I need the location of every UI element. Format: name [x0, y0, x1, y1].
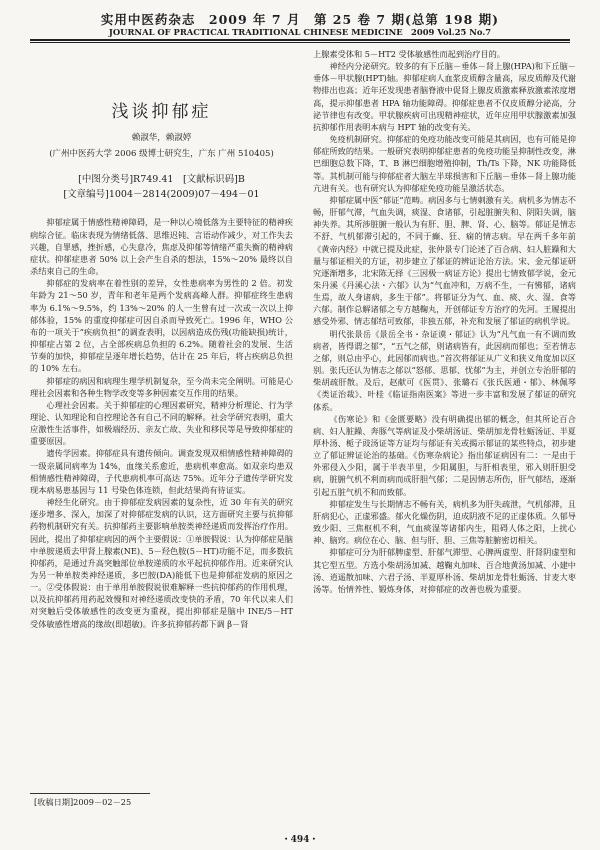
paragraph: 神经生化研究。由于抑郁症发病因素的复杂性，近 30 年有关的研究逐步增多、深入，加深了对抑郁症发病的认识，这方面研究主要与抗抑郁药物机制研究有关。抗抑郁药主要影响单胺类神经递质而发挥治疗作用。因此，提出了抑郁症病因的两个主要假说：①单胺假说：认为抑郁症是脑中单胺递质去甲肾上腺素(NE)、5－羟色胺(5－HT)功能不足，而多数抗抑郁药，是通过升高突触部位单胺递质的水平起抗抑郁作用。近来研究认为另一种单胺类神经递质，多巴胺(DA)能低下也是抑郁症发病的原因之一。②受体假说：由于单用单胺假说很难解释一些抗抑郁药的作用机理，以及抗抑郁药用药起效慢和对神经递质改变快的矛盾，70 年代以来人们对突触后受体敏感性的改变更为重视，提出抑郁症是脑中 INE/5－HT 受体敏感性增高的缘故(即超敏)。许多抗抑郁药都下调 β－肾 [30, 497, 293, 629]
footnote-rule [30, 793, 150, 794]
received-date: [收稿日期]2009－02－25 [34, 797, 132, 807]
left-column [30, 48, 293, 630]
classification-code: [中图分类号]R749.41 [文献标识码]B [78, 174, 245, 186]
paragraph: 上腺素受体和 5－HT2 受体敏感性而起到治疗目的。 [313, 49, 505, 59]
paragraph: 抑郁症属中医“郁证”范畴。病因多与七情刺激有关。病机多为情志不畅，肝郁气滞，气血失调，痰湿、食诸郁，引起脏腑失和、阴阳失调，脑神失养。其所涉脏腑一般认为有肝、胆、脾、肾、心、脑等。郁证是情志不舒、气机郁滞引起的，不同于癫、狂、痫的情志病。早在两千多年前《黄帝内经》中就已提及此症，张仲景专门论述了百合病、妇人脏躁和大量与郁证相关的方证，初步建立了郁证的辨证论治方法。宋、金元郁证研究逐渐增多，北宋陈无择《三因极一病证方论》提出七情致郁学说，金元朱丹溪《丹溪心法・六郁》认为“气血冲和，万病不生，一有怫郁，诸病生焉，故人身诸病，多生于郁”。将郁证分为气、血、痰、火、湿、食等六郁。制作总解诸郁之专方越鞠丸，开创郁证专方治疗的先河。王履提出感受外邪、情志郁结可致郁，非独五郁，补充和发展了郁证的病机学说。 [313, 194, 576, 327]
paragraph: 抑郁症属于情感性精神障碍，是一种以心境低落为主要特征的精神疾病综合征。临床表现为情绪低落、思维迟钝、言语动作减少，对工作失去兴趣，自罪感，挫折感，心失意冷，焦虑及抑郁等情绪严重失衡的精神病症状。抑郁症患者 50% 以上会产生自杀的想法，15%～20% 最终以自杀结束自己的生命。 [30, 217, 293, 277]
right-column [313, 48, 576, 595]
paragraph: 《伤寒论》和《金匮要略》没有明确提出郁的概念，但其所论百合病、妇人脏躁、奔豚气等病证及小柴胡汤证、柴胡加龙骨牡蛎汤证、半夏厚朴汤、栀子豉汤证等方证均与郁证有关或揭示郁证的某些特点，初步建立了郁证辨证论治的基础。《伤寒杂病论》指出郁证病因有二：一是由于外邪侵入少阳，属于半表半里，少阳属胆，与肝相表里，邪入则肝胆受病，脏腑气机不利而病而成肝胆气郁；二是因情志所伤，肝气郁结，逐渐引起五脏气机不和而致郁。 [313, 413, 576, 497]
paragraph: 遗传学因素。抑郁症具有遗传倾向。调查发现双相情感性精神障碍的一级亲属同病率为 14%，血缘关系愈近，患病机率愈高。如双亲均患双相情感性精神障碍，子代患病机率可高达 75%。近年分子遗传学研究发现本病易患基因与 11 号染色体连锁，但此结果尚有待证实。 [30, 448, 293, 495]
header-rule-thin [30, 42, 570, 43]
article-title: 浅谈抑郁症 [111, 102, 212, 122]
journal-title-en: JOURNAL OF PRACTICAL TRADITIONAL CHINESE MEDICINE 2009 Vol.25 No.7 [108, 27, 492, 37]
page-number: ・494・ [281, 835, 319, 845]
article-authors: 赖淑华，赖淑婷 [131, 133, 192, 144]
left-body [30, 216, 293, 629]
header-rule-thick [30, 39, 570, 41]
paragraph: 神经内分泌研究。较多的有下丘脑－垂体－肾上腺(HPA)和下丘脑－垂体－甲状腺(HPT)轴。抑郁症病人血浆皮质醇含量高，尿皮质醇及代谢物排出也高；近年还发现患者脑脊液中促肾上腺皮质激素释放激素浓度增高，提示抑郁患者 HPA 轴功能障碍。抑郁症患者不仅皮质醇分泌高，分泌节律也有改变。甲状腺疾病可出现精神症状，近年应用甲状腺激素加强抗抑郁作用表明本病与 HPT 轴的改变有关。 [313, 61, 576, 132]
paragraph: 抑郁症发生与长期情志不畅有关，病机多为肝失疏泄，气机郁滞，且肝病犯心，正虚邪盛。郁火化燥伤阴，迫成阴液不足的正虚体质。久郁导致少阳、三焦枢机不利，气血痰湿等诸郁内生，阻碍人体之阳，上扰心神、脑窍。病位在心、脑、但与肝、胆、三焦等脏腑密切相关。 [313, 498, 576, 546]
author-affiliation: (广州中医药大学 2006 级博士研究生，广东 广州 510405) [49, 149, 274, 160]
paragraph: 免疫机制研究。抑郁症的免疫功能改变可能是其病因，也有可能是抑郁症所致的结果。一般研究表明抑郁症患者的免疫功能呈抑制性改变，淋巴细胞总数下降，T、B 淋巴细胞增殖抑制，Th/Ts 下降，NK 功能降低等。其机制可能与抑郁症者大脑左半球损害和下丘脑－垂体－肾上腺功能亢进有关。也有研究认为抑郁症免疫功能呈激活状态。 [313, 134, 576, 193]
running-header [30, 12, 570, 37]
paragraph: 明代张景岳《景岳全书・杂证谟・郁证》认为“凡气血一有不调而致病者，皆得谓之郁”，“五气之郁，则诸病皆有，此因病而郁也；至若情志之郁，则总由乎心，此因郁而病也。”首次将郁证从广义和狭义角度加以区别。张氏还认为情志之郁以“怒郁、思郁、忧郁”为主，并创立专治肝郁的柴胡疏肝散。及后，赵献可《医贯》、张璐石《张氏医通・郁》、林佩琴《类证治裁》、叶桂《临证指南医案》等进一步丰富和发展了郁证的研究体系。 [313, 328, 576, 412]
journal-title-cn: 实用中医药杂志 2009 年 7 月 第 25 卷 7 期(总第 198 期) [100, 12, 500, 27]
article-number: [文章编号]1004－2814(2009)07－494－01 [63, 189, 260, 201]
paragraph: 抑郁症的病因和病理生理学机制复杂，至今尚未完全阐明。可能是心理社会因素和各种生物学改变等多种因素交互作用的结果。 [30, 375, 293, 398]
paragraph: 心理社会因素。关于抑郁症的心理因素研究，精神分析理论、行为学理论、认知理论和自控理论各有自己不同的解释。社会学研究表明，重大应激性生活事件，如极端经历、亲友亡故、失业和移民等是导致抑郁症的重要原因。 [30, 399, 293, 447]
paragraph: 抑郁症可分为肝郁脾虚型、肝郁气滞型、心脾两虚型、肝肾阴虚型和其它型五型。方选小柴胡汤加减、越鞠丸加味、百合地黄汤加减、小建中汤、逍遥散加味、六君子汤、半夏厚朴汤、柴胡加龙骨牡蛎汤、甘麦大枣汤等。怡情养性、锻炼身体，对抑郁症的改善也极为重要。 [313, 547, 576, 594]
paragraph: 抑郁症的发病率在着性别的差异，女性患病率为男性的 2 倍。初发年龄为 21～50 岁，青年和老年是两个发病高峰人群。抑郁症终生患病率为 6.1%～9.5%，约 13%～20% 的人一生曾有过一次或一次以上抑郁体验，15% 的重度抑郁症可因自杀而导致死亡。1996 年，WHO 公布的一项关于“疾病负担”的调查表明，以因病造成伤残(功能缺损)统计，抑郁症占第 2 位，占全部疾病总负担的 6.2%。随着社会的发展、生活节奏的加快，抑郁症呈逐年增长趋势，估计在 25 年后，将占疾病总负担的 10% 左右。 [30, 278, 293, 374]
